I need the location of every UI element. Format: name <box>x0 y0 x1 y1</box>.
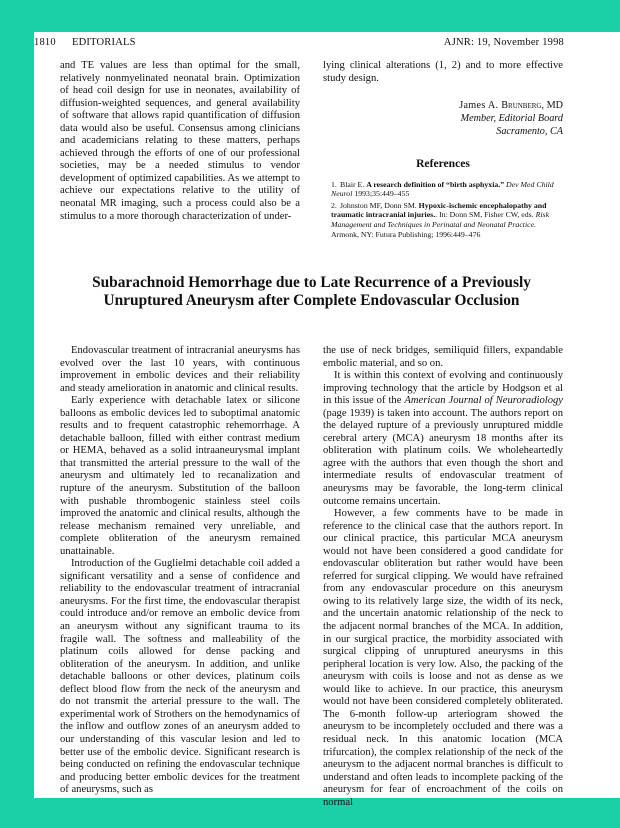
author-role: Member, Editorial Board <box>460 113 563 125</box>
reference-item: 2. Johnston MF, Donn SM. Hypoxic-ischemic encephalopathy and traumatic intracranial injuries.. In: Donn SM, Fisher CW, eds. Risk Management and Techniques in Perinatal and Neonatal Practice. Armonk, NY: Futura Publishing; 1996:449–476 <box>331 200 550 239</box>
section-name: EDITORIALS <box>72 37 136 48</box>
body-paragraph: It is within this context of evolving and continuously improving technology that the article by Hodgson et al in this issue of the American Journal of Neuroradiology (page 1939) is taken into account. The authors report on the delayed rupture of a previously unruptured middle cerebral artery (MCA) aneurysm 18 months after its obliteration with platinum coils. We wholeheartedly agree with the authors that even though the short and intermediate results of endovascular treatment of aneurysms may be favorable, the long-term clinical outcome remains uncertain. <box>323 370 563 507</box>
author-name-line <box>323 99 563 112</box>
body-right-column <box>323 345 563 809</box>
continued-paragraph-end: lying clinical alterations (1, 2) and to more effective study design. <box>323 60 563 84</box>
references-list <box>323 180 563 240</box>
continued-paragraph: and TE values are less than optimal for the small, relatively nonmyelinated neonatal brain. Optimization of head coil design for use in neonates, availability of diffusion-weighted sequences, and general availability of software that allows rapid quantification of diffusion data would also be useful. Consensus among clinicians and academicians relating to these matters, perhaps achieved through the efforts of one of our professional societies, may be a needed stimulus to vendor development of optimized capabilities. As we attempt to achieve our expectations relative to the utility of neonatal MR imaging, such a process could also be a stimulus to a more thorough characterization of under- <box>60 60 300 222</box>
body-paragraph: Early experience with detachable latex or silicone balloons as embolic devices led to suboptimal anatomic results and to frequent catastrophic rehemorrhage. A detachable balloon, filled with either contrast medium or HEMA, behaved as a solid intraaneurysmal implant that transmitted the arterial pressure to the wall of the aneurysm and ultimately led to recanalization and rupture of the aneurysm. Substitution of the balloon with pushable thrombogenic stainless steel coils improved the anatomic and clinical results, although the release mechanism remained very unreliable, and complete obliteration of the aneurysm remained unattainable. <box>60 395 300 557</box>
author-first: James A. <box>459 100 502 112</box>
page-number: 1810 <box>34 37 56 48</box>
journal-name: American Journal of Neuroradiology <box>404 395 563 407</box>
references-heading: References <box>416 157 470 171</box>
body-paragraph: Endovascular treatment of intracranial aneurysms has evolved over the last 10 years, with continuous improvement in embolic devices and their reliability and steady amelioration in anatomic and clinical results. <box>60 345 300 394</box>
author-location: Sacramento, CA <box>496 126 563 138</box>
body-left-column <box>60 345 300 797</box>
author-degree: , MD <box>541 100 563 112</box>
reference-item: 1. Blair E. A research definition of “birth asphyxia.” Dev Med Child Neurol 1993;35:449–455 <box>331 179 554 199</box>
journal-citation: AJNR: 19, November 1998 <box>443 37 564 48</box>
top-left-column <box>60 60 300 223</box>
body-paragraph: However, a few comments have to be made in reference to the clinical case that the authors report. In our clinical practice, this particular MCA aneurysm would not have been considered a good candidate for endovascular obliteration but rather would have been referred for surgical clipping. We would have refrained from any endovascular procedure on this aneurysm owing to its relatively large size, the width of its neck, and the uncertain anatomic relationship of the neck to the adjacent normal branches of the MCA. In addition, in our surgical practice, the morbidity associated with surgical clipping of unruptured aneurysms in this peripheral location is very low. Also, the packing of the aneurysm with coils is loose and not as dense as we would like to achieve. In our practice, this aneurysm would not have been considered completely obliterated. The 6-month follow-up arteriogram showed the aneurysm to be incompletely occluded and there was a residual neck. In this anatomic location (MCA trifurcation), the complex relationship of the neck of the aneurysm to the adjacent normal branches is difficult to understand and often leads to incomplete packing of the aneurysm for fear of encroachment of the coils on normal <box>323 508 563 808</box>
body-paragraph: Introduction of the Guglielmi detachable coil added a significant versatility and a sense of confidence and reliability to the endovascular treatment of intracranial aneurysms. For the first time, the endovascular therapist could introduce and/or remove an embolic device from an aneurysm without any significant trauma to its fragile wall. The softness and malleability of the platinum coils allowed for dense packing and obliteration of the aneurysm. In addition, and unlike detachable balloons or other devices, platinum coils deflect blood flow from the neck of the aneurysm and do not transmit the arterial pressure to the wall. The experimental work of Strothers on the hemodynamics of the inflow and outflow zones of an aneurysm added to our understanding of this vascular lesion and led to better use of the embolic device. Significant research is being conducted on refining the endovascular technique and producing better embolic devices for the treatment of aneurysms, such as <box>60 558 300 796</box>
body-paragraph: the use of neck bridges, semiliquid fillers, expandable embolic material, and so on. <box>323 345 563 369</box>
article-title: Subarachnoid Hemorrhage due to Late Recurrence of a Previously Unruptured Aneurysm after Complete Endovascular Occlusion <box>92 274 531 309</box>
author-last: Brunberg <box>501 100 542 112</box>
author-signature <box>323 99 563 138</box>
top-right-column <box>323 60 563 241</box>
